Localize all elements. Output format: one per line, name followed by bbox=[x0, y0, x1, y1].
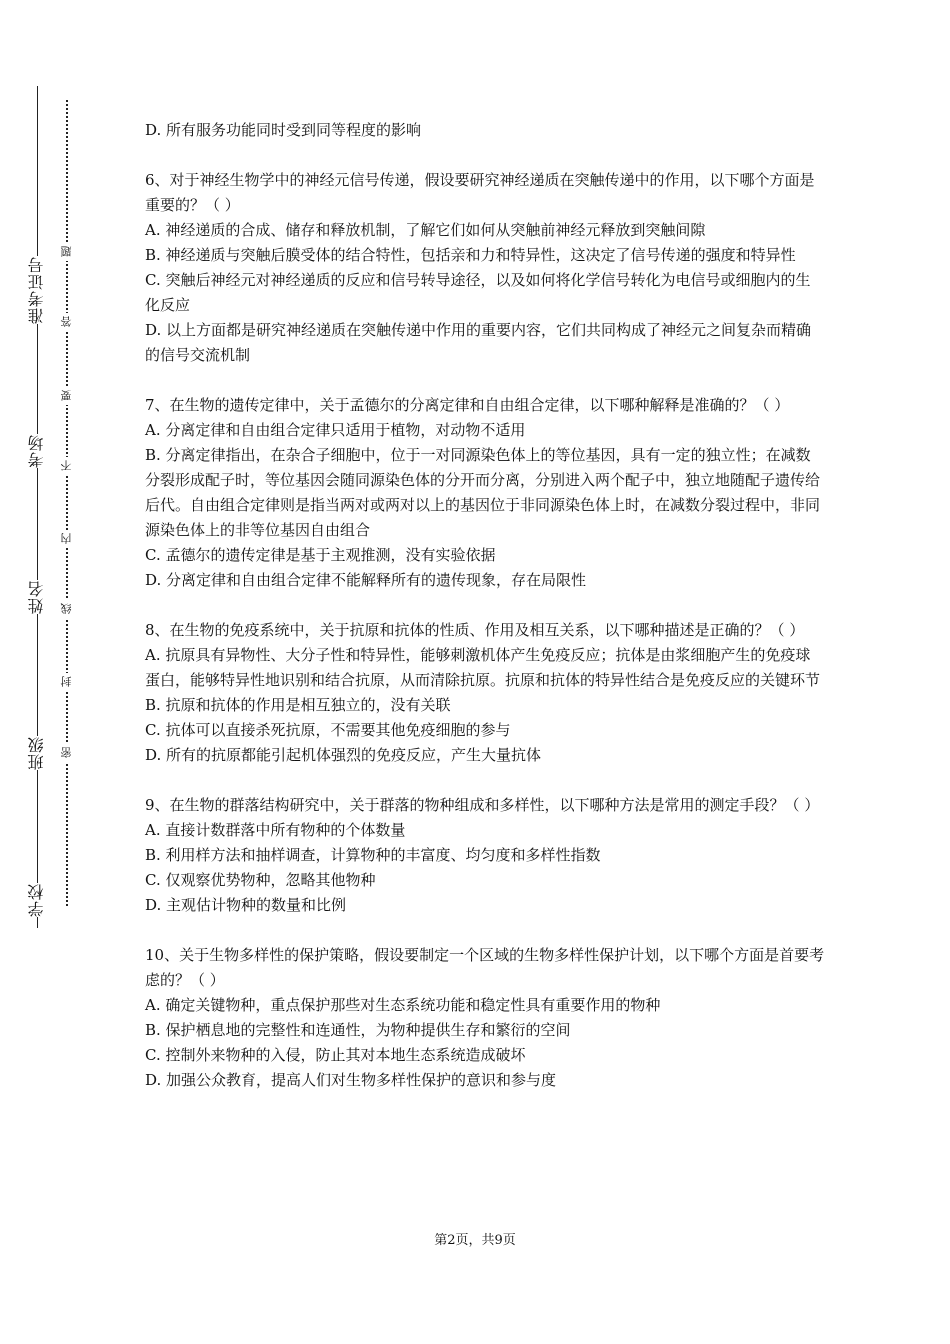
option-d: D. 主观估计物种的数量和比例 bbox=[145, 896, 347, 914]
option-c: C. 突触后神经元对神经递质的反应和信号转导途径，以及如何将化学信号转化为电信号或细胞内的生化反应 bbox=[145, 271, 811, 314]
option-b: B. 神经递质与突触后膜受体的结合特性，包括亲和力和特异性，这决定了信号传递的强度和特异性 bbox=[145, 246, 796, 264]
option-d: D. 加强公众教育，提高人们对生物多样性保护的意识和参与度 bbox=[145, 1071, 557, 1089]
question-stem: 6、对于神经生物学中的神经元信号传递，假设要研究神经递质在突触传递中的作用，以下哪个方面是重要的？（ ） bbox=[145, 171, 815, 214]
seal-char: 密 bbox=[58, 744, 76, 762]
seal-char: 答 bbox=[58, 313, 76, 331]
option-d: D. 分离定律和自由组合定律不能解释所有的遗传现象，存在局限性 bbox=[145, 571, 587, 589]
option-d: D. 所有服务功能同时受到同等程度的影响 bbox=[145, 121, 422, 139]
seal-char: 题 bbox=[58, 243, 76, 261]
field-label-exam-number: 准考证号 bbox=[24, 256, 50, 324]
question-stem: 8、在生物的免疫系统中，关于抗原和抗体的性质、作用及相互关系，以下哪种描述是正确的？（ ） bbox=[145, 621, 805, 639]
question-8 bbox=[145, 618, 825, 768]
option-d: D. 以上方面都是研究神经递质在突触传递中作用的重要内容，它们共同构成了神经元之间复杂而精确的信号交流机制 bbox=[145, 321, 812, 364]
question-stem: 9、在生物的群落结构研究中，关于群落的物种组成和多样性，以下哪种方法是常用的测定手段？（ ） bbox=[145, 796, 820, 814]
field-label-name: 姓名 bbox=[24, 580, 50, 614]
binding-dotted-line bbox=[66, 100, 68, 906]
option-c: C. 仅观察优势物种，忽略其他物种 bbox=[145, 871, 376, 889]
option-d: D. 所有的抗原都能引起机体强烈的免疫反应，产生大量抗体 bbox=[145, 746, 542, 764]
option-c: C. 控制外来物种的入侵，防止其对本地生态系统造成破坏 bbox=[145, 1046, 526, 1064]
seal-char: 要 bbox=[58, 387, 76, 405]
binding-solid-line bbox=[37, 86, 38, 928]
binding-margin bbox=[0, 0, 110, 1344]
field-label-exam-room: 考场 bbox=[24, 434, 50, 468]
option-a: A. 神经递质的合成、储存和释放机制，了解它们如何从突触前神经元释放到突触间隙 bbox=[145, 221, 706, 239]
question-stem: 7、在生物的遗传定律中，关于孟德尔的分离定律和自由组合定律，以下哪种解释是准确的？（ ） bbox=[145, 396, 790, 414]
option-a: A. 抗原具有异物性、大分子性和特异性，能够刺激机体产生免疫反应；抗体是由浆细胞产生的免疫球蛋白，能够特异性地识别和结合抗原，从而清除抗原。抗原和抗体的特异性结合是免疫反应的关键环节 bbox=[145, 646, 821, 689]
option-b: B. 利用样方法和抽样调查，计算物种的丰富度、均匀度和多样性指数 bbox=[145, 846, 601, 864]
question-9 bbox=[145, 793, 825, 918]
question-10 bbox=[145, 943, 825, 1093]
seal-char: 封 bbox=[58, 673, 76, 691]
question-content bbox=[145, 118, 825, 1118]
seal-char: 线 bbox=[58, 600, 76, 618]
question-6 bbox=[145, 168, 825, 368]
option-a: A. 确定关键物种，重点保护那些对生态系统功能和稳定性具有重要作用的物种 bbox=[145, 996, 661, 1014]
option-c: C. 孟德尔的遗传定律是基于主观推测，没有实验依据 bbox=[145, 546, 496, 564]
option-b: B. 抗原和抗体的作用是相互独立的，没有关联 bbox=[145, 696, 451, 714]
option-c: C. 抗体可以直接杀死抗原，不需要其他免疫细胞的参与 bbox=[145, 721, 511, 739]
question-7 bbox=[145, 393, 825, 593]
field-label-school: 学校 bbox=[24, 883, 50, 917]
field-label-class: 班级 bbox=[24, 736, 50, 770]
question-5-continued bbox=[145, 118, 825, 143]
option-a: A. 分离定律和自由组合定律只适用于植物，对动物不适用 bbox=[145, 421, 526, 439]
page-footer: 第2页，共9页 bbox=[434, 1233, 516, 1248]
question-stem: 10、关于生物多样性的保护策略，假设要制定一个区域的生物多样性保护计划，以下哪个方面是首要考虑的？（ ） bbox=[145, 946, 825, 989]
seal-char: 不 bbox=[58, 457, 76, 475]
option-b: B. 保护栖息地的完整性和连通性，为物种提供生存和繁衍的空间 bbox=[145, 1021, 571, 1039]
seal-char: 内 bbox=[58, 530, 76, 548]
option-a: A. 直接计数群落中所有物种的个体数量 bbox=[145, 821, 406, 839]
option-b: B. 分离定律指出，在杂合子细胞中，位于一对同源染色体上的等位基因，具有一定的独立性；在减数分裂形成配子时，等位基因会随同源染色体的分开而分离，分别进入两个配子中，独立地随配子遗传给后代。自由组合定律则是指当两对或两对以上的基因位于非同源染色体上时，在减数分裂过程中，非同源染色体上的非等位基因自由组合 bbox=[145, 446, 821, 539]
